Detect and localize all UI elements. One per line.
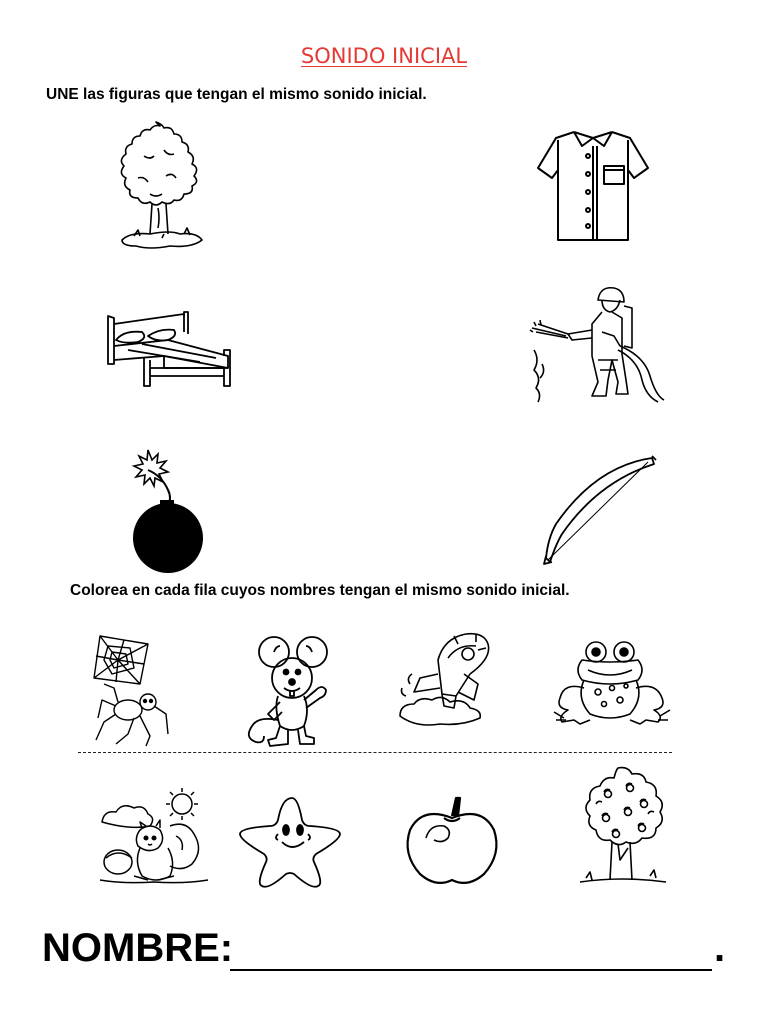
name-underline[interactable]	[230, 969, 712, 971]
apple-icon[interactable]	[404, 794, 500, 886]
name-label: NOMBRE:	[42, 926, 234, 970]
row-divider	[78, 752, 672, 753]
shirt-icon[interactable]	[536, 126, 650, 244]
frog-icon[interactable]	[552, 638, 672, 728]
firefighter-icon[interactable]	[528, 284, 664, 406]
page-title: SONIDO INICIAL	[300, 44, 468, 68]
apple-tree-icon[interactable]	[574, 764, 670, 890]
spider-icon[interactable]	[86, 626, 174, 748]
name-end-dot: .	[714, 926, 726, 970]
match-instruction	[46, 86, 427, 104]
name-field[interactable]	[42, 926, 732, 986]
bed-icon[interactable]	[104, 310, 232, 390]
tree-icon[interactable]	[104, 116, 216, 254]
mouse-icon[interactable]	[240, 630, 334, 748]
instruction-strong: UNE	[46, 86, 79, 103]
rocket-icon[interactable]	[394, 630, 498, 726]
star-icon[interactable]	[244, 794, 344, 888]
bomb-icon[interactable]	[124, 448, 214, 574]
instruction-rest: las figuras que tengan el mismo sonido inicial.	[78, 86, 427, 103]
squirrel-icon[interactable]	[96, 786, 210, 888]
color-instruction: Colorea en cada fila cuyos nombres tengan el mismo sonido inicial.	[70, 582, 570, 599]
bow-icon[interactable]	[540, 452, 660, 568]
